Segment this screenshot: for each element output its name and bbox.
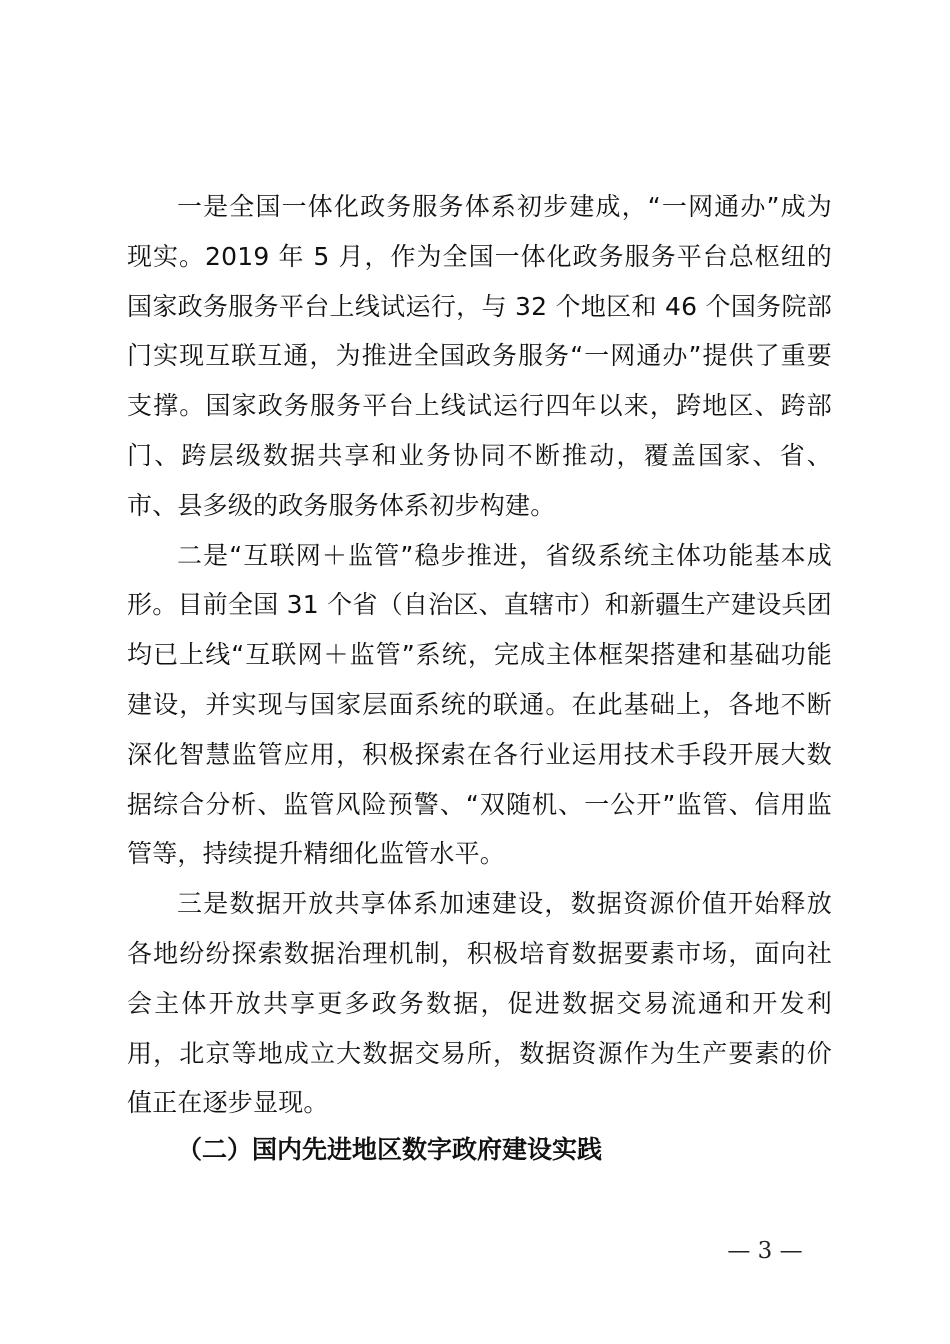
body-text [127, 182, 832, 1128]
paragraph-1: 一是全国一体化政务服务体系初步建成，“一网通办”成为现实。2019 年 5 月，作为全国一体化政务服务平台总枢纽的国家政务服务平台上线试运行，与 32 个地区和 46 个国务院部门实现互联互通，为推进全国政务服务“一网通办”提供了重要支撑。国家政务服务平台上线试运行四年以来，跨地区、跨部门、跨层级数据共享和业务协同不断推动，覆盖国家、省、市、县多级的政务服务体系初步构建。 [127, 192, 832, 520]
paragraph-2: 二是“互联网＋监管”稳步推进，省级系统主体功能基本成形。目前全国 31 个省（自治区、直辖市）和新疆生产建设兵团均已上线“互联网＋监管”系统，完成主体框架搭建和基础功能建设，并实现与国家层面系统的联通。在此基础上，各地不断深化智慧监管应用，积极探索在各行业运用技术手段开展大数据综合分析、监管风险预警、“双随机、一公开”监管、信用监管等，持续提升精细化监管水平。 [127, 540, 832, 869]
section-heading: （二）国内先进地区数字政府建设实践 [177, 1135, 603, 1164]
page-number: — 3 — [727, 1238, 803, 1264]
paragraph-3: 三是数据开放共享体系加速建设，数据资源价值开始释放各地纷纷探索数据治理机制，积极培育数据要素市场，面向社会主体开放共享更多政务数据，促进数据交易流通和开发利用，北京等地成立大数据交易所，数据资源作为生产要素的价值正在逐步显现。 [127, 889, 832, 1118]
